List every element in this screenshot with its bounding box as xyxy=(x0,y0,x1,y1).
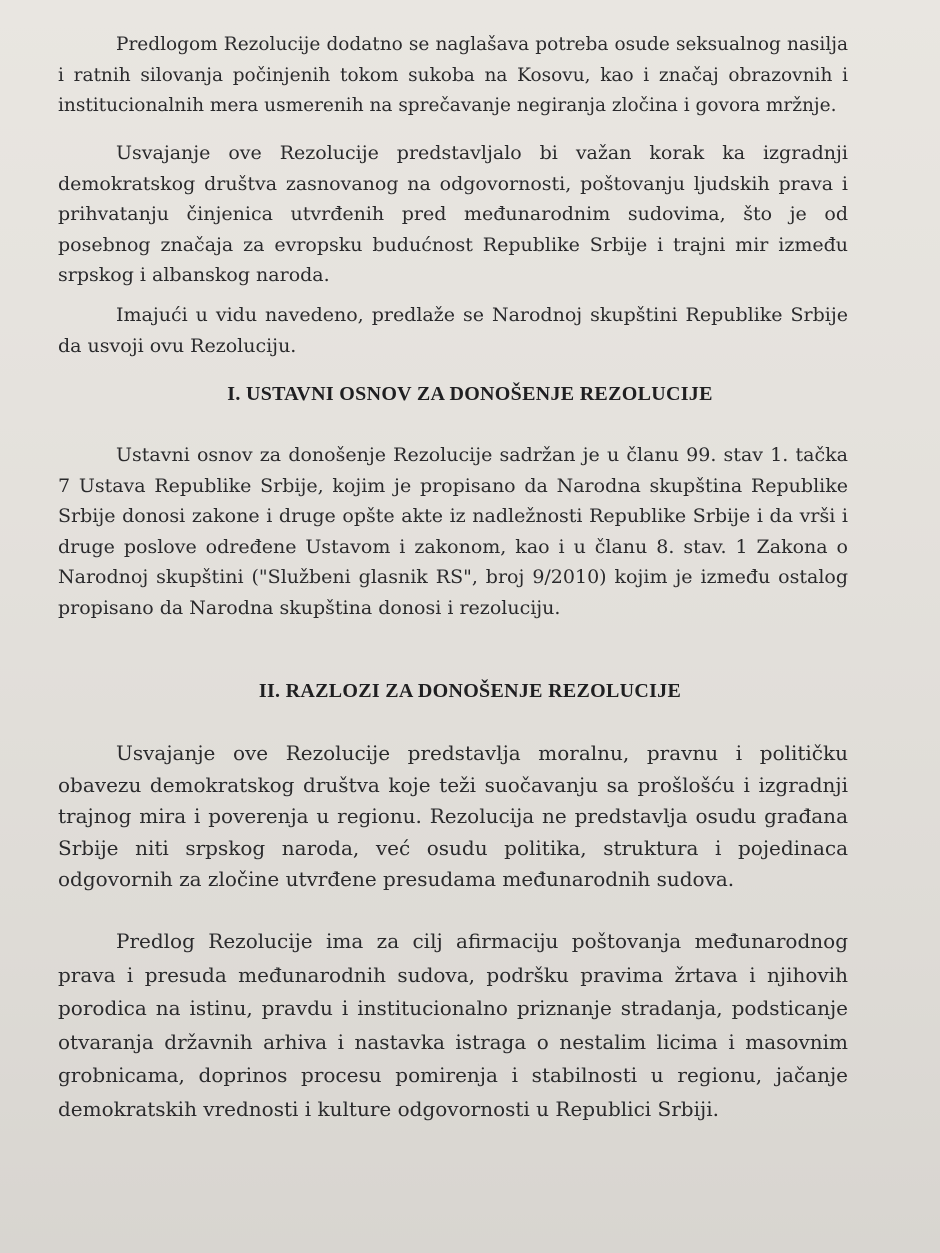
paragraph-text: Imajući u vidu navedeno, predlaže se Narodnoj skupštini Republike Srbije da usvoji ovu Rezoluciju. xyxy=(58,304,848,357)
paragraph-proposal xyxy=(58,300,848,361)
section-heading-reasons: II. RAZLOZI ZA DONOŠENJE REZOLUCIJE xyxy=(258,680,682,702)
paragraph-goals xyxy=(58,925,848,1126)
paragraph-text: Ustavni osnov za donošenje Rezolucije sadržan je u članu 99. stav 1. tačka 7 Ustava Republike Srbije, kojim je propisano da Narodna skupština Republike Srbije donosi zakone i druge opšte akte iz nadležnosti Republike Srbije i da vrši i druge poslove određene Ustavom i zakonom, kao i u članu 8. stav. 1 Zakona o Narodnoj skupštini ("Službeni glasnik RS", broj 9/2010) kojim je između ostalog propisano da Narodna skupština donosi i rezoluciju. xyxy=(58,444,848,619)
section-heading-constitutional-basis: I. USTAVNI OSNOV ZA DONOŠENJE REZOLUCIJE xyxy=(227,383,713,405)
paragraph-text: Predlog Rezolucije ima za cilj afirmaciju poštovanja međunarodnog prava i presuda međunarodnih sudova, podršku pravima žrtava i njihovih porodica na istinu, pravdu i institucionalno priznanje stradanja, podsticanje otvaranja državnih arhiva i nastavka istraga o nestalim licima i masovnim grobnicama, doprinos procesu pomirenja i stabilnosti u regionu, jačanje demokratskih vrednosti i kulture odgovornosti u Republici Srbiji. xyxy=(58,929,848,1121)
paragraph-democratic-society xyxy=(58,138,848,291)
paragraph-text: Usvajanje ove Rezolucije predstavljalo bi važan korak ka izgradnji demokratskog društva zasnovanog na odgovornosti, poštovanju ljudskih prava i prihvatanju činjenica utvrđenih pred međunarodnim sudovima, što je od posebnog značaja za evropsku budućnost Republike Srbije i trajni mir između srpskog i albanskog naroda. xyxy=(58,142,848,286)
paragraph-sexual-violence xyxy=(58,30,848,122)
paragraph-text: Predlogom Rezolucije dodatno se naglašava potreba osude seksualnog nasilja i ratnih silovanja počinjenih tokom sukoba na Kosovu, kao i značaj obrazovnih i institucionalnih mera usmerenih na sprečavanje negiranja zločina i govora mržnje. xyxy=(58,34,848,116)
paragraph-constitutional-basis xyxy=(58,440,848,623)
paragraph-text: Usvajanje ove Rezolucije predstavlja moralnu, pravnu i političku obavezu demokratskog društva koje teži suočavanju sa prošlošću i izgradnji trajnog mira i poverenja u regionu. Rezolucija ne predstavlja osudu građana Srbije niti srpskog naroda, već osudu politika, struktura i pojedinaca odgovornih za zločine utvrđene presudama međunarodnih sudova. xyxy=(58,741,848,891)
paragraph-moral-obligation xyxy=(58,738,848,896)
